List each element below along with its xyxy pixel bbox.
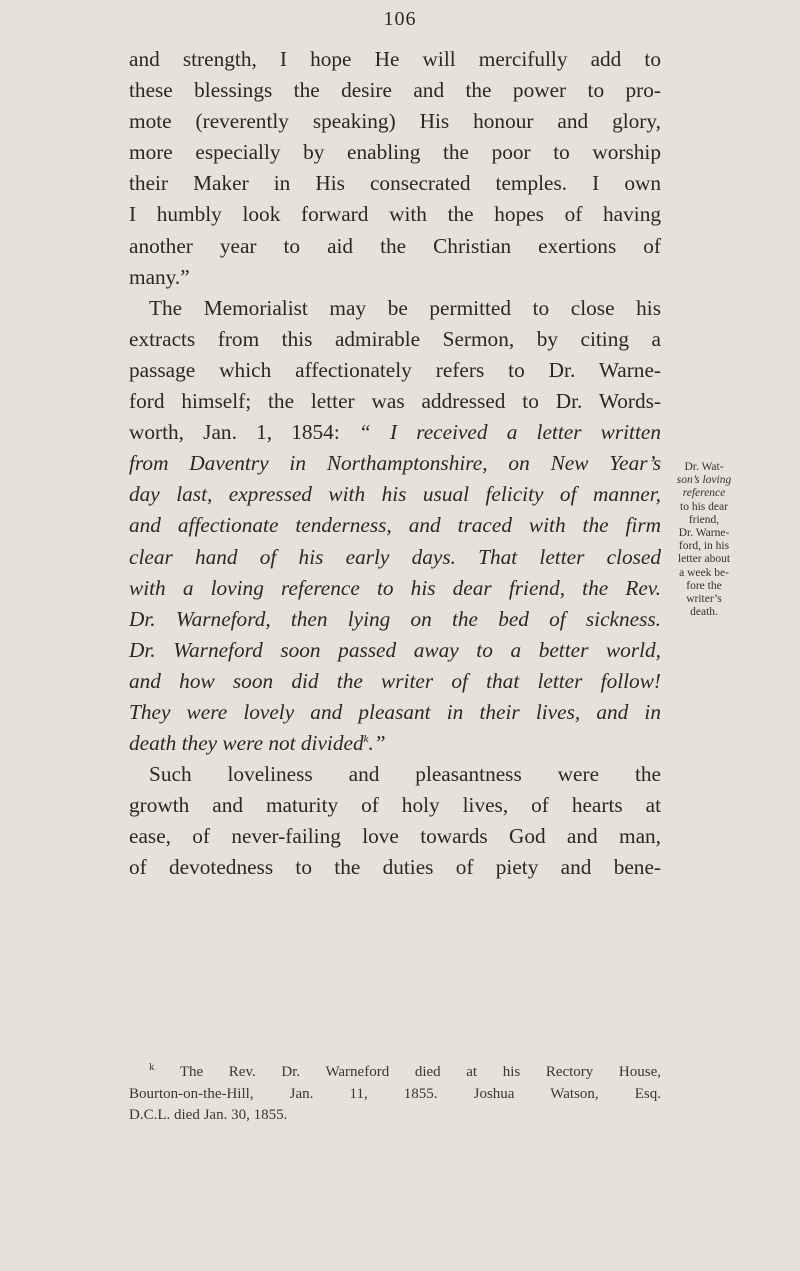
body-line [129,417,661,448]
margin-note-line: letter about [677,553,731,566]
body-line: and affectionate tenderness, and traced with the firm [129,513,661,538]
body-line: I humbly look forward with the hopes of having [129,202,661,227]
body-line: clear hand of his early days. That letter closed [129,544,661,569]
body-line: passage which affectionately refers to Dr. Warne- [129,357,661,382]
margin-note-line: death. [690,606,718,619]
body-line: and strength, I hope He will mercifully add to [129,47,661,71]
body-line: growth and maturity of holy lives, of hearts at [129,793,661,818]
margin-note-line: ford, in his [678,540,730,553]
body-line: more especially by enabling the poor to worship [129,140,661,165]
body-line: many.” [129,264,190,289]
footnote-line [129,1062,661,1084]
closing-quote: .” [368,731,386,756]
body-line: day last, expressed with his usual felicity of manner, [129,482,661,507]
body-line: these blessings the desire and the power to pro- [129,78,661,103]
body-line: extracts from this admirable Sermon, by citing a [129,326,661,351]
margin-note-line: writer’s [686,593,722,606]
margin-note-line: to his dear [680,500,728,513]
footnote-reference: k [363,732,369,745]
margin-note-line: son’s loving [676,474,732,487]
body-line: Dr. Warneford, then lying on the bed of sickness. [129,606,661,631]
footnote-line: Bourton-on-the-Hill, Jan. 11, 1855. Joshua Watson, Esq. [129,1085,661,1102]
body-line: with a loving reference to his dear friend, the Rev. [129,575,661,600]
body-line: their Maker in His consecrated temples. I own [129,171,661,196]
body-line-roman: worth, Jan. 1, 1854: [129,420,340,445]
quotation-end: death they were not divided [129,731,364,756]
footnote-line: D.C.L. died Jan. 30, 1855. [129,1107,288,1123]
footnote [129,1062,661,1127]
margin-note-line: reference [682,487,726,500]
body-line: Dr. Warneford soon passed away to a better world, [129,637,661,662]
body-line: The Memorialist may be permitted to close his [149,295,661,320]
margin-note [664,461,744,619]
margin-note-line: Dr. Wat- [684,461,724,473]
body-line: from Daventry in Northamptonshire, on New Year’s [129,451,661,476]
footnote-text: The Rev. Dr. Warneford died at his Rectory House, [179,1064,662,1080]
body-line: ease, of never-failing love towards God and man, [129,824,661,849]
margin-note-line: Dr. Warne- [678,527,730,540]
body-line [129,728,661,759]
body-line: of devotedness to the duties of piety and bene- [129,855,661,880]
body-line: and how soon did the writer of that letter follow! [129,668,661,693]
body-line: ford himself; the letter was addressed to Dr. Words- [129,389,661,414]
body-line: another year to aid the Christian exertions of [129,233,661,258]
footnote-marker: k [149,1061,155,1073]
quotation-start: “ I received a letter written [358,420,661,445]
margin-note-line: a week be- [679,566,729,579]
body-text [129,44,661,884]
body-line: mote (reverently speaking) His honour and glory, [129,109,661,134]
page-number: 106 [383,8,417,30]
margin-note-line: fore the [686,579,722,592]
body-line: Such loveliness and pleasantness were the [149,762,661,787]
body-line: They were lovely and pleasant in their lives, and in [129,699,661,724]
margin-note-line: friend, [688,513,720,526]
